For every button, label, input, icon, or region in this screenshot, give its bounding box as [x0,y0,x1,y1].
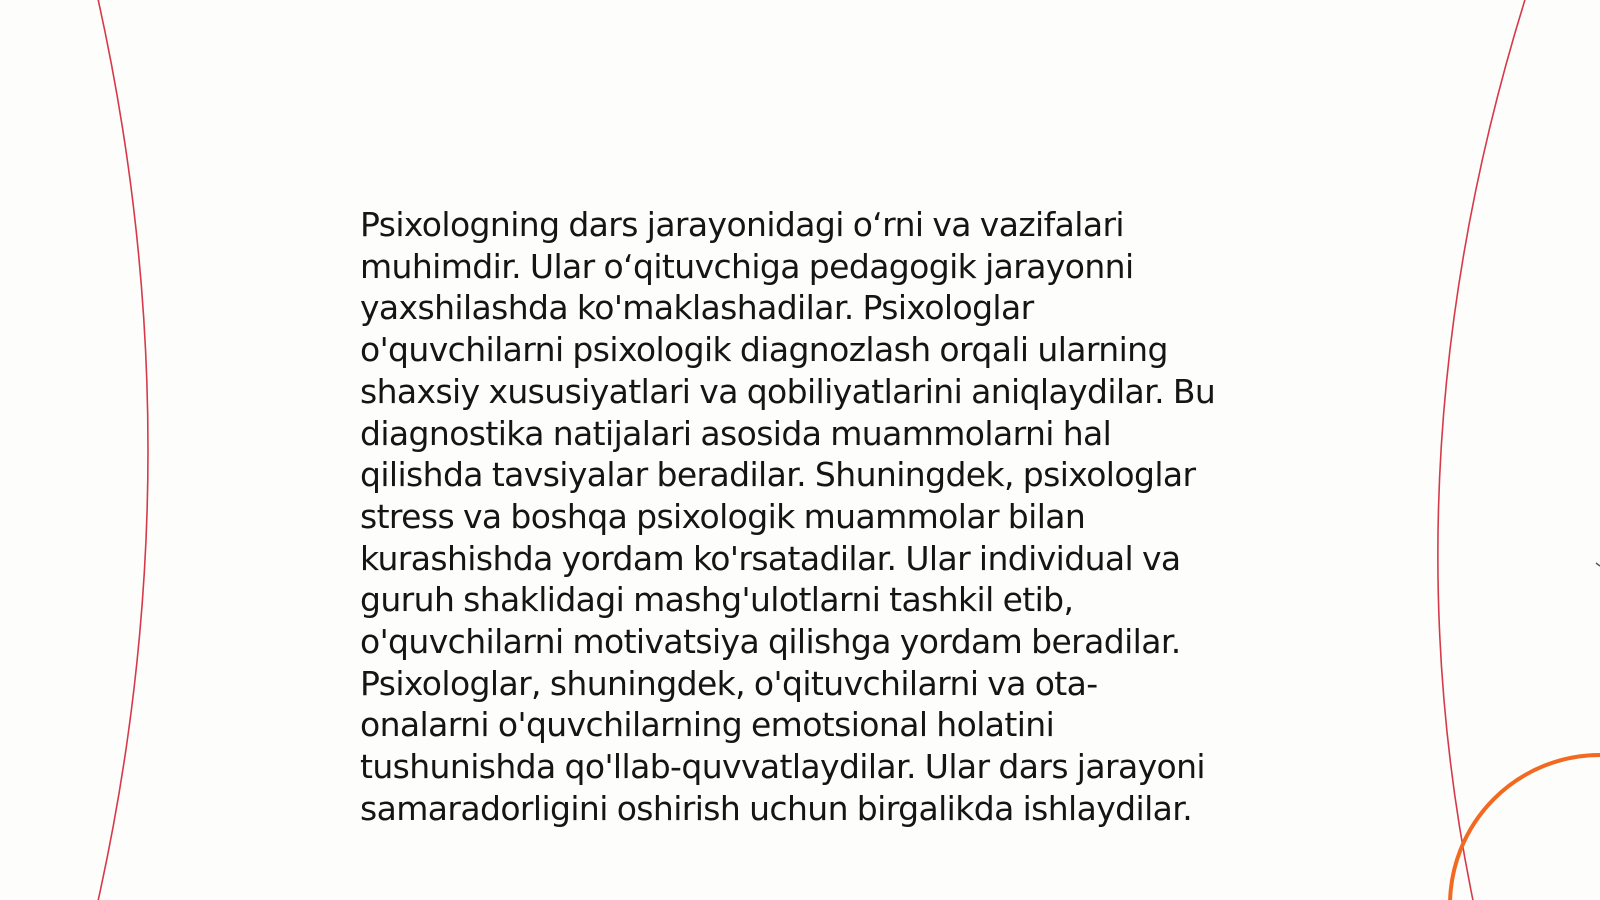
paragraph-line: yaxshilashda ko'maklashadilar. Psixologlar [360,288,1034,328]
paragraph-line: tushunishda qo'llab-quvvatlaydilar. Ular dars jarayoni [360,747,1205,787]
paragraph-line: samaradorligini oshirish uchun birgalikda ishlaydilar. [360,788,1193,828]
paragraph-line: onalarni o'quvchilarning emotsional holatini [360,705,1055,745]
accent-ring [1450,755,1600,900]
paragraph-line: shaxsiy xususiyatlari va qobiliyatlarini aniqlaydilar. Bu [360,371,1216,411]
paragraph-line: Psixologning dars jarayonidagi oʻrni va vazifalari [360,205,1124,244]
edge-tick-mark [1596,563,1600,566]
paragraph-line: o'quvchilarni motivatsiya qilishga yordam beradilar. [360,622,1181,662]
paragraph-line: stress va boshqa psixologik muammolar bilan [360,496,1086,536]
paragraph-line: qilishda tavsiyalar beradilar. Shuningdek, psixologlar [360,455,1196,495]
paragraph-line: kurashishda yordam ko'rsatadilar. Ular individual va [360,538,1181,578]
right-arc-line [1438,0,1528,900]
paragraph-line: guruh shaklidagi mashg'ulotlarni tashkil etib, [360,580,1074,620]
paragraph-line: diagnostika natijalari asosida muammolarni hal [360,413,1112,453]
paragraph-line: o'quvchilarni psixologik diagnozlash orqali ularning [360,330,1168,370]
body-paragraph [360,204,1250,830]
paragraph-line: Psixologlar, shuningdek, o'qituvchilarni va ota- [360,663,1098,703]
left-arc-line [96,0,148,900]
paragraph-line: muhimdir. Ular oʻqituvchiga pedagogik jarayonni [360,246,1134,286]
